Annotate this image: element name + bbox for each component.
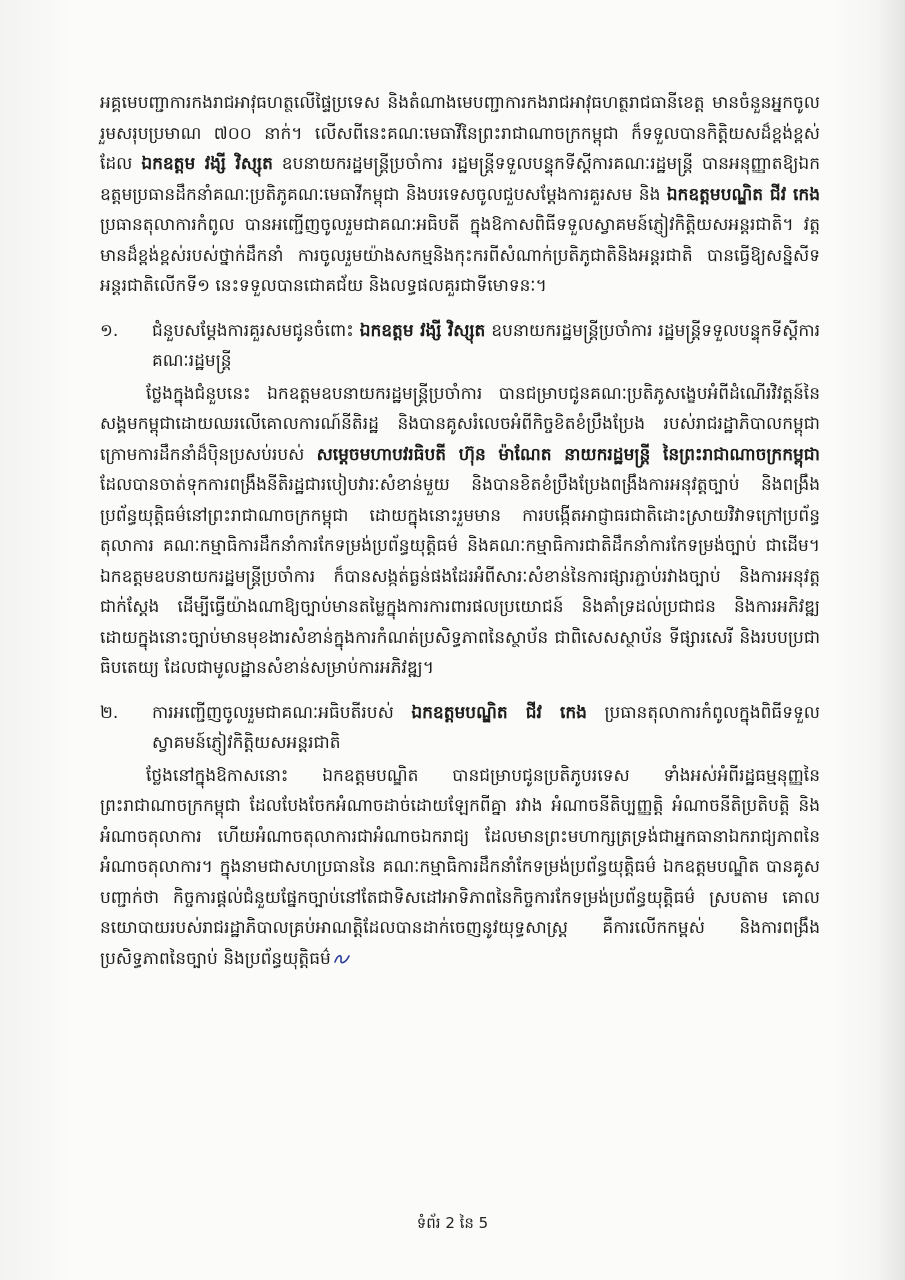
section-2-body: [100, 761, 820, 975]
section-2-title: [152, 698, 820, 759]
section-1-title-b: ឧបនាយករដ្ឋមន្ត្រីប្រចាំការ រដ្ឋមន្ត្រីទទួលបន្ទុកទីស្តីការគណៈរដ្ឋមន្ត្រី: [152, 320, 820, 371]
section-1-title-bold: ឯកឧត្តម វង្សី វិស្សុត: [359, 320, 486, 341]
section-1-title: [152, 316, 820, 377]
section-1-body-b: ដែលបានចាត់ទុកការពង្រឹងនីតិរដ្ឋជារបៀបវារៈសំខាន់មួយ និងបានខិតខំប្រឹងប្រែងពង្រឹងការអនុវត្តច្បាប់ និងពង្រឹងប្រព័ន្ធយុត្តិធម៌នៅព្រះរាជាណាចក្រកម្ពុជា ដោយក្នុងនោះរួមមាន ការបង្កើតអាជ្ញាធរជាតិដោះស្រាយវិវាទក្រៅប្រព័ន្ធតុលាការ គណៈកម្មាធិការដឹកនាំការកែទម្រង់ប្រព័ន្ធយុត្តិធម៌ និងគណៈកម្មាធិការជាតិដឹកនាំការកែទម្រង់ច្បាប់ ជាដើម។ ឯកឧត្តមឧបនាយករដ្ឋមន្ត្រីប្រចាំការ ក៏បានសង្កត់ធ្ងន់ផងដែរអំពីសារៈសំខាន់នៃការផ្សារភ្ជាប់រវាងច្បាប់ និងការអនុវត្តជាក់ស្តែង ដើម្បីធ្វើយ៉ាងណាឱ្យច្បាប់មានតម្លៃក្នុងការការពារផលប្រយោជន៍ និងគាំទ្រដល់ប្រជាជន និងការអភិវឌ្ឍ ដោយក្នុងនោះច្បាប់មានមុខងារសំខាន់ក្នុងការកំណត់ប្រសិទ្ធភាពនៃស្ថាប័ន ជាពិសេសស្ថាប័ន ទីផ្សារសេរី និងរបបប្រជាធិបតេយ្យ ដែលជាមូលដ្ឋានសំខាន់សម្រាប់ការអភិវឌ្ឍ។: [100, 475, 820, 678]
section-1-heading: [100, 316, 820, 377]
document-body: [100, 88, 820, 974]
section-1-title-a: ជំនួបសម្តែងការគួរសមជូនចំពោះ: [152, 320, 360, 341]
intro-text-2: ឧបនាយករដ្ឋមន្ត្រីប្រចាំការ រដ្ឋមន្ត្រីទទួលបន្ទុកទីស្តីការគណៈរដ្ឋមន្ត្រី បានអនុញ្ញាតឱ្យឯកឧត្តមប្រធានដឹកនាំគណៈប្រតិភូគណៈមេធាវីកម្ពុជា និងបរទេសចូលជួបសម្តែងការគួរសម និង: [100, 154, 820, 205]
intro-text: អគ្គមេបញ្ជាការកងរាជអាវុធហត្ថលើផ្ទៃប្រទេស និងតំណាងមេបញ្ជាការកងរាជអាវុធហត្ថរាជធានីខេត្ត មានចំនួនអ្នកចូលរួមសរុបប្រមាណ ៧០០ នាក់។ លើសពីនេះគណៈមេធាវីនៃព្រះរាជាណាចក្រកម្ពុជា ក៏ទទួលបានកិត្តិយសដ៏ខ្ពង់ខ្ពស់ដែល: [100, 93, 820, 174]
section-1-body: [100, 379, 820, 684]
page-edge-shadow: [877, 0, 905, 1280]
section-1-number: ១.: [100, 320, 119, 341]
intro-bold-name-1: ឯកឧត្តម វង្សី វិស្សុត: [141, 154, 273, 174]
intro-text-3: ប្រធានតុលាការកំពូល បានអញ្ជើញចូលរួមជាគណៈអធិបតី ក្នុងឱកាសពិធីទទួលស្វាគមន៍ភ្ញៀវកិត្តិយសអន្តរជាតិ។ វត្តមានដ៏ខ្ពង់ខ្ពស់របស់ថ្នាក់ដឹកនាំ ការចូលរួមយ៉ាងសកម្មនិងកុះករពីសំណាក់ប្រតិភូជាតិនិងអន្តរជាតិ បានធ្វើឱ្យសន្និសីទអន្តរជាតិលើកទី១ នេះទទួលបានជោគជ័យ និងលទ្ធផលគួរជាទីមោទនៈ។: [100, 215, 820, 296]
section-2-title-bold: ឯកឧត្តមបណ្ឌិត ជីវ កេង: [411, 702, 587, 723]
intro-paragraph: [100, 88, 820, 302]
section-2-heading: [100, 698, 820, 759]
section-2-title-a: ការអញ្ជើញចូលរួមជាគណៈអធិបតីរបស់: [152, 702, 412, 723]
handwritten-initial-mark: [333, 952, 351, 966]
section-2-body-text: ថ្លែងនៅក្នុងឱកាសនោះ ឯកឧត្តមបណ្ឌិត បានជម្រាបជូនប្រតិភូបរទេស ទាំងអស់អំពីរដ្ឋធម្មនុញ្ញនៃព្រះរាជាណាចក្រកម្ពុជា ដែលបែងចែកអំណាចដាច់ដោយឡែកពីគ្នា រវាង អំណាចនីតិប្បញ្ញត្តិ អំណាចនីតិប្រតិបត្តិ និងអំណាចតុលាការ ហើយអំណាចតុលាការជាអំណាចឯករាជ្យ ដែលមានព្រះមហាក្សត្រទ្រង់ជាអ្នកធានាឯករាជ្យភាពនៃអំណាចតុលាការ។ ក្នុងនាមជាសហប្រធាននៃ គណៈកម្មាធិការដឹកនាំកែទម្រង់ប្រព័ន្ធយុត្តិធម៌ ឯកឧត្តមបណ្ឌិត បានគូសបញ្ជាក់ថា កិច្ចការផ្តល់ជំនួយផ្នែកច្បាប់នៅតែជាទិសដៅអាទិភាពនៃកិច្ចការកែទម្រង់ប្រព័ន្ធយុត្តិធម៌ ស្របតាម គោលនយោបាយរបស់រាជរដ្ឋាភិបាលគ្រប់អាណត្តិដែលបានដាក់ចេញនូវយុទ្ធសាស្ត្រ គឺការលើកកម្ពស់ និងការពង្រឹងប្រសិទ្ធភាពនៃច្បាប់ និងប្រព័ន្ធយុត្តិធម៌: [100, 765, 820, 969]
page-number-footer: ទំព័រ 2 នៃ 5: [416, 1214, 489, 1232]
section-1-body-bold: សម្តេចមហាបវរធិបតី ហ៊ុន ម៉ាណែត នាយករដ្ឋមន្ត្រី នៃព្រះរាជាណាចក្រកម្ពុជា: [316, 444, 820, 465]
intro-bold-name-2: ឯកឧត្តមបណ្ឌិត ជីវ កេង: [666, 184, 820, 205]
section-1-body-a: ថ្លែងក្នុងជំនួបនេះ ឯកឧត្តមឧបនាយករដ្ឋមន្ត្រីប្រចាំការ បានជម្រាបជូនគណៈប្រតិភូសង្ខេបអំពីដំណើរវិវត្តន៍នៃសង្គមកម្ពុជាដោយឈរលើគោលការណ៍នីតិរដ្ឋ និងបានគូសរំលេចអំពីកិច្ចខិតខំប្រឹងប្រែង របស់រាជរដ្ឋាភិបាលកម្ពុជា ក្រោមការដឹកនាំដ៏ប៉ិនប្រសប់របស់: [100, 383, 820, 465]
section-2-number: ២.: [100, 702, 119, 723]
section-2-title-b: ប្រធានតុលាការកំពូលក្នុងពិធីទទួលស្វាគមន៍ភ្ញៀវកិត្តិយសអន្តរជាតិ: [152, 702, 820, 753]
